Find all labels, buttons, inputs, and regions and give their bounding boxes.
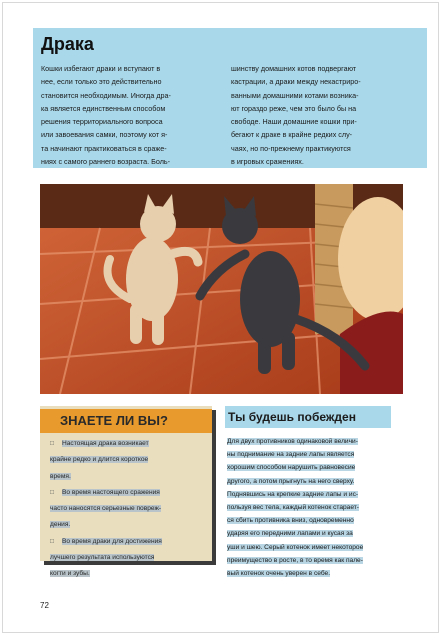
page-number: 72 — [40, 601, 49, 610]
intro-text-left: Кошки избегают драки и вступают в нее, если только это действительно становится необходимым. Иногда дра- ка является единственным способом решения территориального вопроса или завоевания самки, поэтому кот я- та начинают практиковаться в сраже- ниях с самого раннего возраста. Боль- — [41, 64, 171, 167]
kittens-photo — [40, 184, 403, 394]
intro-box — [33, 28, 427, 168]
list-item — [50, 436, 208, 485]
checkbox-bullet-icon: □ — [50, 440, 54, 447]
list-item — [50, 485, 208, 534]
did-you-know-box — [40, 406, 212, 578]
kittens-illustration — [40, 184, 403, 394]
section-heading: Ты будешь побежден — [225, 406, 391, 428]
list-item-text: Во время настоящего сражения часто наносятся серьезные повреж- дения. — [50, 488, 162, 529]
list-item-text: Во время драки для достижения лучшего результата используются когти и зубы. — [50, 537, 162, 578]
page — [2, 2, 439, 633]
intro-text-right: шинству домашних котов подвергают кастрации, а драки между некастриро- ванными домашними котами возника- ют гораздо реже, чем это было бы на свободе. Наши домашние кошки при- бегают к драке в крайне редких слу- чаях, но по-прежнему практикуются в игровых сражениях. — [231, 64, 361, 167]
checkbox-bullet-icon: □ — [50, 488, 54, 496]
list-item-text: Настоящая драка возникает крайне редко и длится короткое время. — [50, 440, 149, 480]
section-body — [227, 435, 393, 580]
intro-title: Драка — [41, 34, 94, 54]
checkbox-bullet-icon: □ — [50, 537, 54, 545]
list-item — [50, 534, 208, 583]
section-body-text: Для двух противников одинаковой величи- ны поднимание на задние лапы является хорошим способом нарушить равновесие другого, а потом прыгнуть на него сверху. Поднявшись на крепкие задние лапы и ис- пользуя вес тела, каждый котенок старает- ся сбить противника вниз, одновременно ударяя его передними лапами и кусая за уши и шею. Серый котенок имеет некоторое преимущество в росте, в то время как пале- вый котенок очень уверен в себе. — [227, 438, 364, 578]
did-you-know-title: ЗНАЕТЕ ЛИ ВЫ? — [40, 409, 212, 433]
did-you-know-list — [50, 436, 208, 583]
